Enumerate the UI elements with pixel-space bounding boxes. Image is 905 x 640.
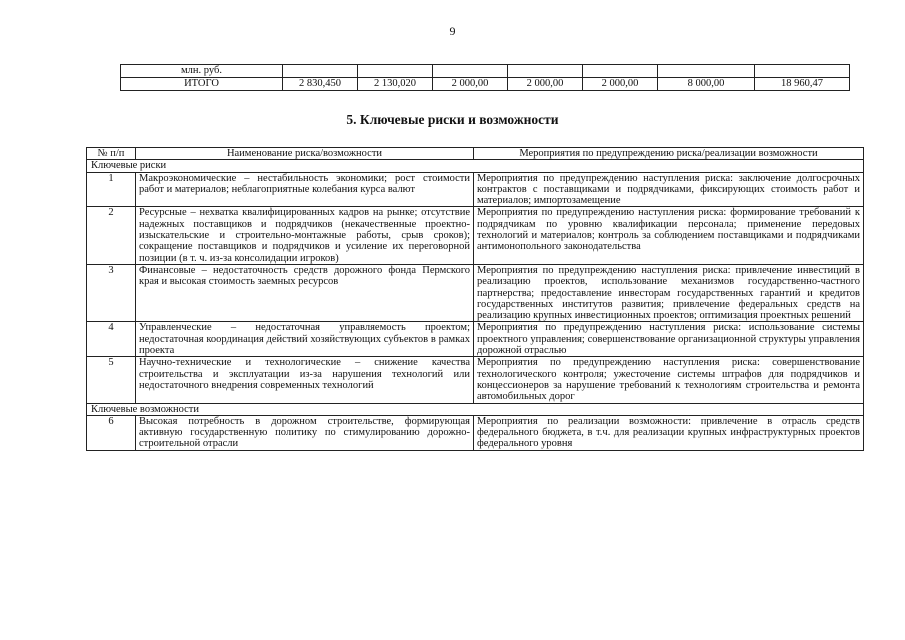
risk-measures: Мероприятия по предупреждению наступления риска: заключение долгосрочных контрактов с поставщиками и подрядчиками, фиксирующих стоимость работ и материалов; импортозамещение	[474, 172, 864, 207]
risk-name: Научно-технические и технологические – снижение качества строительства и эксплуатации из-за нарушения технологий или недостаточного внедрения современных технологий	[136, 357, 474, 403]
risk-name: Финансовые – недостаточность средств дорожного фонда Пермского края и высокая стоимость заемных ресурсов	[136, 264, 474, 321]
table-row	[87, 357, 864, 403]
risk-name: Управленческие – недостаточная управляемость проектом; недостаточная координация действий хозяйствующих субъектов в рамках проекта	[136, 322, 474, 357]
table-cell: 2 830,450	[283, 78, 358, 91]
row-number: 6	[87, 415, 136, 450]
row-number: 5	[87, 357, 136, 403]
risk-measures: Мероприятия по предупреждению наступления риска: совершенствование технологического контроля; ужесточение системы штрафов для подрядчиков и концессионеров за нарушение требований к технологиям строительства и ремонта автомобильных дорог	[474, 357, 864, 403]
table-cell	[433, 65, 508, 78]
table-cell	[283, 65, 358, 78]
page-number: 9	[449, 24, 456, 38]
table-cell: 18 960,47	[755, 78, 850, 91]
risks-table	[86, 147, 864, 451]
header-measures: Мероприятия по предупреждению риска/реализации возможности	[474, 148, 864, 160]
table-cell	[358, 65, 433, 78]
table-cell	[658, 65, 755, 78]
opportunity-measures: Мероприятия по реализации возможности: привлечение в отрасль средств федерального бюджета, в т.ч. для реализации крупных инфраструктурных проектов федерального уровня	[474, 415, 864, 450]
header-num: № п/п	[87, 148, 136, 160]
row-label: ИТОГО	[121, 78, 283, 91]
table-cell: 2 000,00	[583, 78, 658, 91]
table-row	[87, 264, 864, 321]
risk-measures: Мероприятия по предупреждению наступления риска: использование системы проектного управления; совершенствование организационной структуры управления дорожной отраслью	[474, 322, 864, 357]
section-row-opportunities	[87, 403, 864, 415]
table-cell: 2 130,020	[358, 78, 433, 91]
table-row	[121, 78, 850, 91]
header-name: Наименование риска/возможности	[136, 148, 474, 160]
budget-table	[120, 64, 850, 91]
table-header-row	[87, 148, 864, 160]
row-number: 3	[87, 264, 136, 321]
risks-section-label: Ключевые риски	[87, 160, 864, 172]
section-row-risks	[87, 160, 864, 172]
table-row	[87, 322, 864, 357]
opportunities-section-label: Ключевые возможности	[87, 403, 864, 415]
table-cell	[755, 65, 850, 78]
section-title: 5. Ключевые риски и возможности	[346, 112, 559, 127]
table-cell: 2 000,00	[508, 78, 583, 91]
table-row	[121, 65, 850, 78]
risk-name: Ресурсные – нехватка квалифицированных кадров на рынке; отсутствие надежных поставщиков и подрядчиков (некачественные проектно-изыскательские и строительно-монтажные работы, срыв сроков); сокращение поставщиков и подрядчиков и усиление их переговорной позиции (в т. ч. из-за консолидации игроков)	[136, 207, 474, 264]
row-number: 4	[87, 322, 136, 357]
table-row	[87, 207, 864, 264]
risk-name: Макроэкономические – нестабильность экономики; рост стоимости работ и материалов; неблагоприятные колебания курса валют	[136, 172, 474, 207]
table-cell	[508, 65, 583, 78]
table-cell: 8 000,00	[658, 78, 755, 91]
opportunity-name: Высокая потребность в дорожном строительстве, формирующая активную государственную политику по стимулированию дорожно-строительной отрасли	[136, 415, 474, 450]
row-number: 2	[87, 207, 136, 264]
row-label: млн. руб.	[121, 65, 283, 78]
table-cell: 2 000,00	[433, 78, 508, 91]
table-row	[87, 172, 864, 207]
risk-measures: Мероприятия по предупреждению наступления риска: привлечение инвестиций в реализацию проектов, использование механизмов государственно-частного партнерства; предоставление инвесторам государственных гарантий и кредитов государственных институтов развития; привлечение федеральных средств на реализацию крупных инвестиционных проектов; оптимизация проектных решений	[474, 264, 864, 321]
row-number: 1	[87, 172, 136, 207]
table-row	[87, 415, 864, 450]
risk-measures: Мероприятия по предупреждению наступления риска: формирование требований к подрядчикам по уровню квалификации персонала; применение передовых технологий и материалов; контроль за соблюдением поставщиками и подрядчиками антимонопольного законодательства	[474, 207, 864, 264]
table-cell	[583, 65, 658, 78]
